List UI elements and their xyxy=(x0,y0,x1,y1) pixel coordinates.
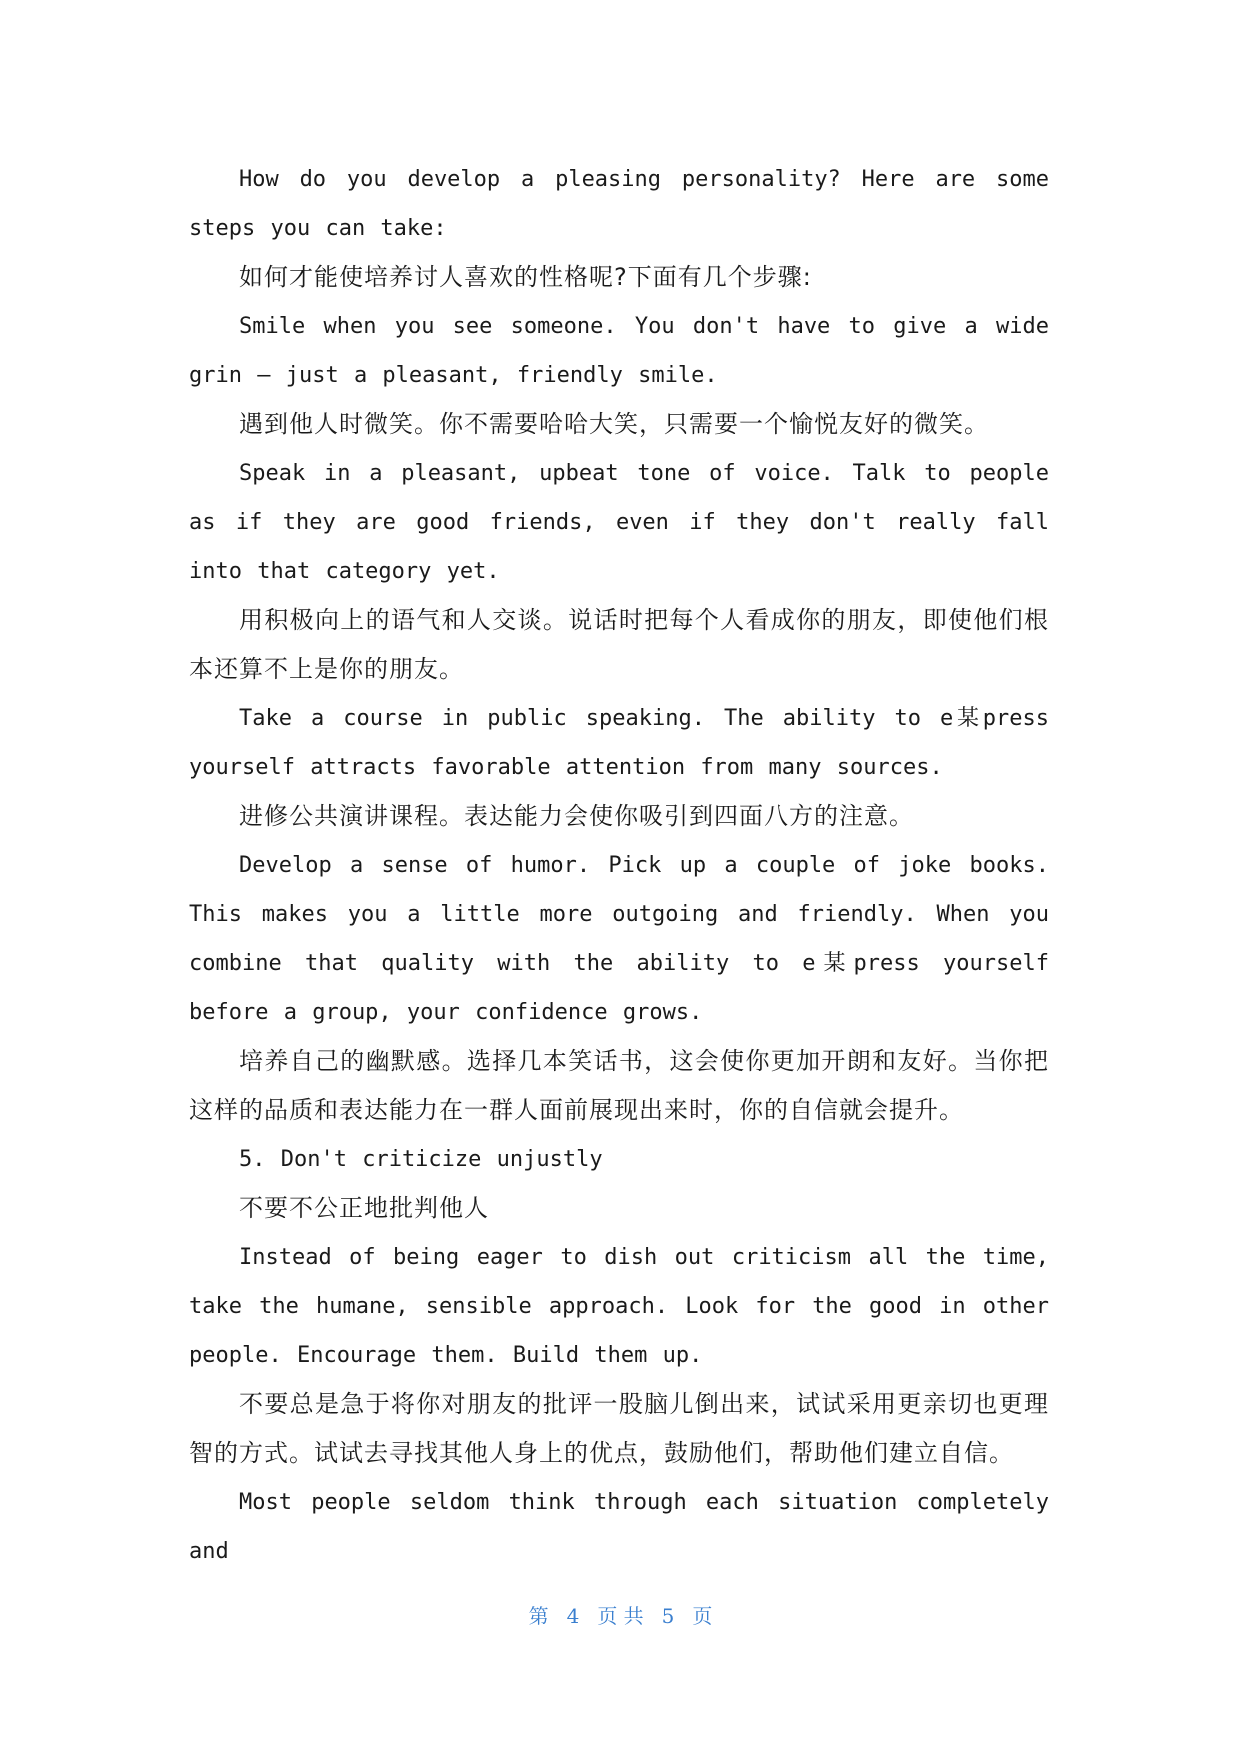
paragraph-3: Smile when you see someone. You don't have to give a wide grin — just a pleasant, friendly smile. xyxy=(189,314,1049,388)
paragraph-9: Develop a sense of humor. Pick up a couple of joke books. This makes you a little more outgoing and friendly. When you combine that quality with the ability to e某press yourself before a group, your confidence grows. xyxy=(189,853,1049,1025)
footer-middle: 页 共 xyxy=(597,1604,644,1628)
paragraph-8: 进修公共演讲课程。表达能力会使你吸引到四面八方的注意。 xyxy=(239,802,914,830)
footer-prefix: 第 xyxy=(528,1604,549,1628)
paragraph-10: 培养自己的幽默感。选择几本笑话书，这会使你更加开朗和友好。当你把这样的品质和表达能力在一群人面前展现出来时，你的自信就会提升。 xyxy=(189,1047,1049,1124)
paragraph-7: Take a course in public speaking. The ability to e某press yourself attracts favorable attention from many sources. xyxy=(189,706,1049,780)
paragraph-2: 如何才能使培养讨人喜欢的性格呢?下面有几个步骤: xyxy=(239,263,812,291)
paragraph-6: 用积极向上的语气和人交谈。说话时把每个人看成你的朋友，即使他们根本还算不上是你的朋友。 xyxy=(189,606,1049,683)
section-heading-translation: 不要不公正地批判他人 xyxy=(239,1194,489,1222)
paragraph-1: How do you develop a pleasing personality? Here are some steps you can take: xyxy=(189,167,1049,241)
paragraph-5: Speak in a pleasant, upbeat tone of voice. Talk to people as if they are good friends, even if they don't really fall into that category yet. xyxy=(189,461,1049,584)
paragraph-15: Most people seldom think through each situation completely and xyxy=(189,1490,1049,1564)
paragraph-4: 遇到他人时微笑。你不需要哈哈大笑，只需要一个愉悦友好的微笑。 xyxy=(239,410,989,438)
paragraph-14: 不要总是急于将你对朋友的批评一股脑儿倒出来，试试采用更亲切也更理智的方式。试试去寻找其他人身上的优点，鼓励他们，帮助他们建立自信。 xyxy=(189,1390,1049,1467)
footer-total-pages: 5 xyxy=(661,1604,675,1628)
page-number-footer xyxy=(0,1600,1241,1629)
document-body xyxy=(189,155,1049,1576)
section-heading: 5. Don't criticize unjustly xyxy=(239,1147,603,1172)
footer-current-page: 4 xyxy=(566,1604,580,1628)
paragraph-13: Instead of being eager to dish out criticism all the time, take the humane, sensible approach. Look for the good in other people. Encourage them. Build them up. xyxy=(189,1245,1049,1368)
footer-suffix: 页 xyxy=(692,1604,713,1628)
